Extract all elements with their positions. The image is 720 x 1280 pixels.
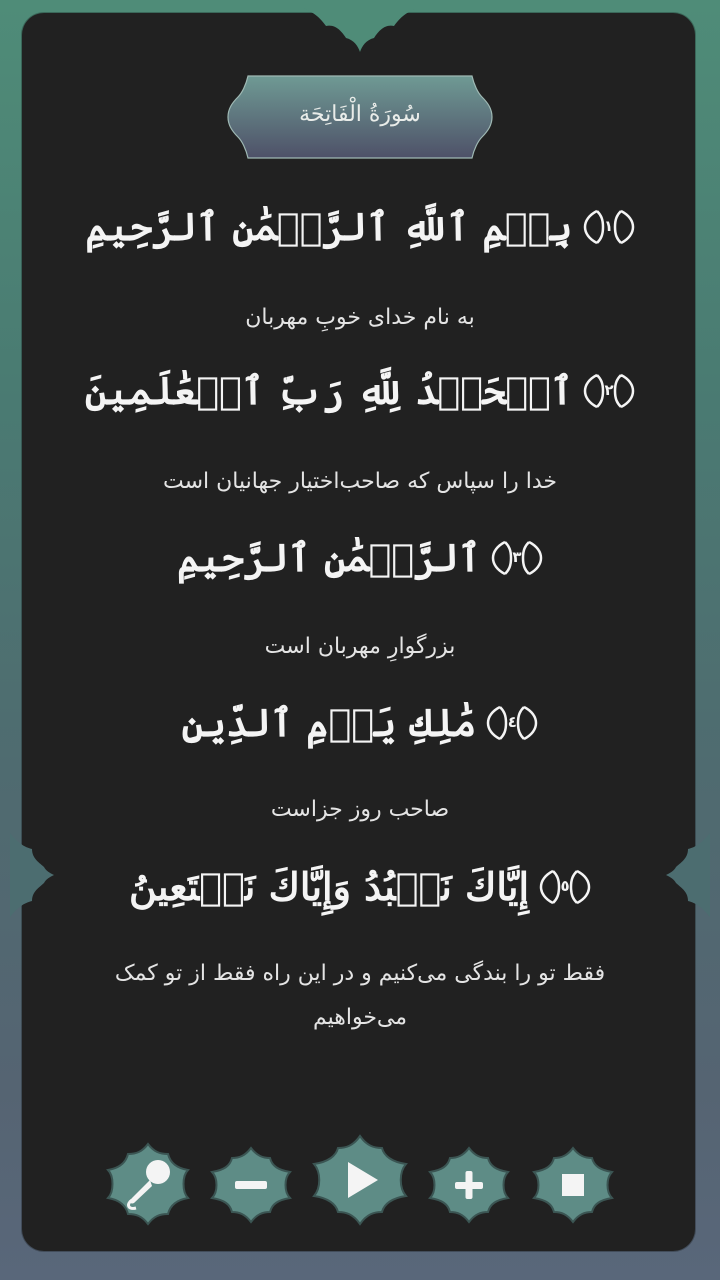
microphone-icon <box>106 1142 190 1226</box>
ayah-number: ٣ <box>512 547 522 566</box>
verse-text: ٱلرَّحۡمَٰنِ ٱلرَّحِيمِ <box>177 535 481 580</box>
verse-arabic <box>40 698 680 747</box>
verse-arabic <box>40 366 680 415</box>
verse-arabic <box>40 862 680 911</box>
minus-icon <box>210 1146 292 1224</box>
ayah-number-marker <box>486 705 538 741</box>
verse-translation: بزرگوارِ مهربان است <box>264 634 456 659</box>
ayah-number: ٢ <box>604 380 614 399</box>
verse-translation: خدا را سپاس که صاحب‌اختیار جهانیان است <box>163 469 557 494</box>
surah-title: سُورَةُ الْفَاتِحَة <box>299 102 421 127</box>
plus-icon <box>428 1146 510 1224</box>
verse-text: ٱلۡحَمۡدُ لِلَّهِ رَبِّ ٱلۡعَٰلَمِينَ <box>84 368 574 413</box>
ayah-number: ٤ <box>507 712 517 731</box>
ayah-number-marker <box>583 373 635 409</box>
verse-text: إِيَّاكَ نَعۡبُدُ وَإِيَّاكَ نَسۡتَعِينُ <box>128 864 530 909</box>
play-icon <box>312 1134 408 1226</box>
ayah-number: ٥ <box>560 876 570 895</box>
verse-text: بِسۡمِ ٱللَّهِ ٱلرَّحۡمَٰنِ ٱلرَّحِيمِ <box>85 204 573 249</box>
verse-text: مَٰلِكِ يَوۡمِ ٱلدِّينِ <box>181 700 477 745</box>
stop-button[interactable] <box>532 1146 614 1224</box>
verse-arabic <box>40 202 680 251</box>
verse-translation: به نام خدای خوبِ مهربان <box>245 305 475 330</box>
verse-translation: فقط تو را بندگی می‌کنیم و در این راه فقط از تو کمک می‌خواهیم <box>114 961 606 1030</box>
verse-translation: صاحب روز جزاست <box>270 797 450 822</box>
ayah-number-marker <box>583 209 635 245</box>
verse-arabic <box>40 533 680 582</box>
recite-button[interactable] <box>106 1142 190 1226</box>
stop-icon <box>532 1146 614 1224</box>
decrease-button[interactable] <box>210 1146 292 1224</box>
ayah-number-marker <box>539 869 591 905</box>
top-ornament <box>304 8 416 52</box>
ayah-number-marker <box>491 540 543 576</box>
ayah-number: ١ <box>604 216 614 235</box>
play-button[interactable] <box>312 1134 408 1226</box>
playback-controls <box>100 1134 620 1230</box>
increase-button[interactable] <box>428 1146 510 1224</box>
